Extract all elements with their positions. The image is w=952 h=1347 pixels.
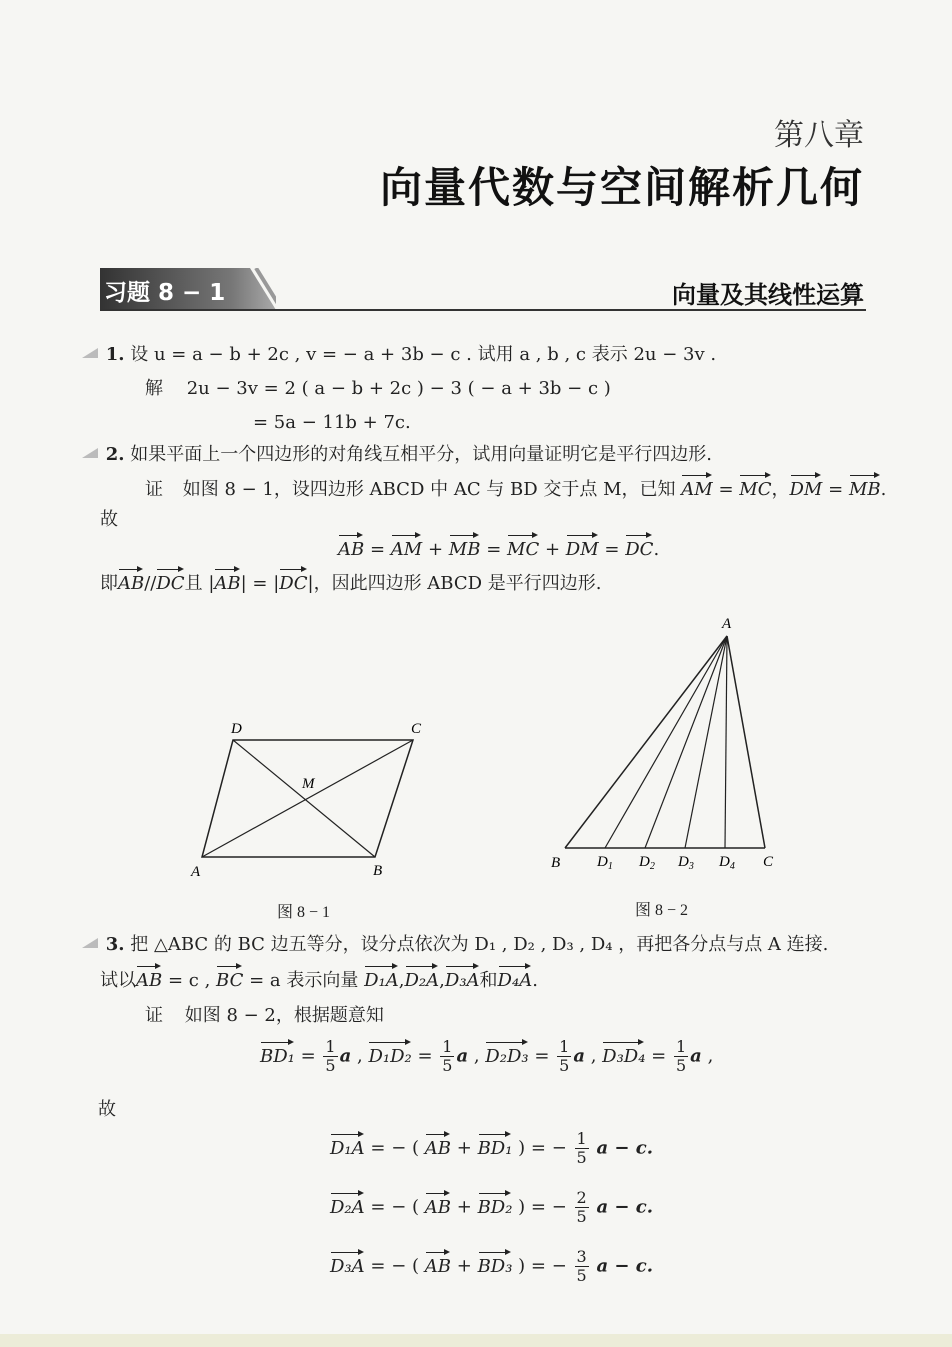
label-b: B (551, 855, 561, 871)
side-ac (727, 636, 765, 848)
label-m: M (302, 776, 315, 792)
label-d1: $D_1$ (597, 854, 613, 872)
label-d4: $D_4$ (719, 854, 735, 872)
label-a: A (722, 616, 732, 632)
problem-3-result-3: D₃A = − ( AB + BD₃ ) = − $\frac{3}{5}$ a − c. (330, 1247, 653, 1285)
label-a: A (191, 864, 201, 880)
problem-2-equation: AB = AM + MB = MC + DM = DC. (338, 532, 659, 562)
problem-3-result-2: D₂A = − ( AB + BD₂ ) = − $\frac{2}{5}$ a − c. (330, 1188, 653, 1226)
chapter-number: 第八章 (774, 119, 864, 152)
problem-3-result-1: D₁A = − ( AB + BD₁ ) = − $\frac{1}{5}$ a − c. (330, 1129, 653, 1167)
figure-8-2-caption: 图 8 − 2 (635, 902, 689, 919)
section-title: 向量及其线性运算 (672, 281, 864, 309)
segment-ad4 (725, 636, 727, 848)
problem-3-given-equations: BD₁ = $\frac{1}{5}$ a , D₁D₂ = $\frac{1}{5}$ a , D₂D₃ = $\frac{1}{5}$ a , D₃D₄ = $\frac{1}{5}$ a , (260, 1037, 714, 1075)
label-c: C (763, 854, 774, 870)
label-d3: $D_3$ (678, 854, 694, 872)
section-banner-label: 习题 8 − 1 (104, 280, 226, 306)
label-c: C (411, 721, 422, 737)
problem-1-statement: 1. 设 u = a − b + 2c , v = − a + 3b − c . 试用 a , b , c 表示 2u − 3v . (80, 343, 716, 367)
segment-ad2 (645, 636, 727, 848)
problem-3-statement: 3. 把 △ABC 的 BC 边五等分，设分点依次为 D₁ , D₂ , D₃ , D₄ ，再把各分点与点 A 连接. (80, 933, 828, 957)
problem-3-therefore: 故 (98, 1099, 116, 1120)
page-footer-strip (0, 1334, 952, 1347)
chapter-title: 向量代数与空间解析几何 (379, 163, 864, 212)
pencil-marker-icon (80, 936, 100, 950)
segment-ad1 (605, 636, 727, 848)
pencil-marker-icon (80, 346, 100, 360)
label-d2: $D_2$ (639, 854, 655, 872)
problem-2-statement: 2. 如果平面上一个四边形的对角线互相平分，试用向量证明它是平行四边形. (80, 443, 712, 467)
label-d: D (231, 721, 242, 737)
problem-2-proof-line: 证 如图 8 − 1，设四边形 ABCD 中 AC 与 BD 交于点 M，已知 AM = MC，DM = MB. (145, 472, 886, 502)
segment-ad3 (685, 636, 727, 848)
problem-3-statement-line-2: 试以AB = c , BC = a 表示向量 D₁A,D₂A,D₃A和D₄A. (100, 963, 538, 993)
diagonal-bd (233, 740, 375, 857)
problem-2-therefore: 故 (100, 509, 118, 530)
problem-1-solution-line-1: 解 2u − 3v = 2 ( a − b + 2c ) − 3 ( − a + 3b − c ) (145, 378, 611, 399)
side-ab (565, 636, 727, 848)
figure-8-2-triangle (545, 612, 795, 877)
figure-8-1-parallelogram (185, 715, 445, 885)
label-b: B (373, 863, 383, 879)
pencil-marker-icon (80, 446, 100, 460)
figure-8-1-caption: 图 8 − 1 (277, 904, 331, 921)
section-rule (100, 309, 866, 311)
problem-3-proof-line: 证 如图 8 − 2，根据题意知 (145, 1005, 384, 1026)
problem-1-solution-line-2: = 5a − 11b + 7c. (253, 412, 411, 433)
problem-2-conclusion: 即AB//DC且 |AB| = |DC|，因此四边形 ABCD 是平行四边形. (100, 566, 602, 596)
